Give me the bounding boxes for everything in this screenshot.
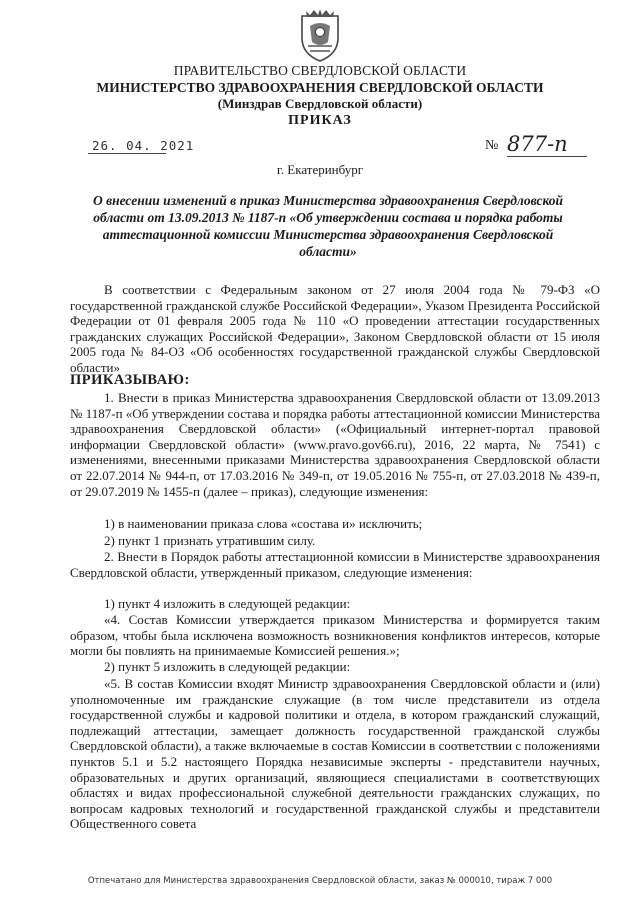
government-heading: ПРАВИТЕЛЬСТВО СВЕРДЛОВСКОЙ ОБЛАСТИ xyxy=(173,63,467,78)
ministry-heading: МИНИСТЕРСТВО ЗДРАВООХРАНЕНИЯ СВЕРДЛОВСКОЙ ОБЛАСТИ xyxy=(96,80,544,95)
document-type: ПРИКАЗ xyxy=(288,113,352,128)
order-word: ПРИКАЗЫВАЮ: xyxy=(70,372,190,388)
order-number: 877-п xyxy=(507,132,568,156)
paragraph-2-2: 2) пункт 5 изложить в следующей редакции: xyxy=(104,659,351,674)
document-title: О внесении изменений в приказ Министерства здравоохранения Свердловской области от 13.09.2013 № 1187-п «Об утверждении состава и порядка работы аттестационной комиссии Министерства здравоохранения Свердловской области» xyxy=(92,193,564,259)
order-number-block xyxy=(485,132,568,156)
paragraph-2-1: 1) пункт 4 изложить в следующей редакции: xyxy=(104,596,351,611)
date-underline xyxy=(88,153,166,154)
paragraph-1-1: 1) в наименовании приказа слова «состава и» исключить; xyxy=(104,516,423,531)
paragraph-2-2-text: «5. В состав Комиссии входят Министр здравоохранения Свердловской области и (или) уполномоченные им гражданские служащие (в том числе представители из отдела государственной службы и кадровой политики и отдела, в котором гражданский служащий, подлежащий аттестации, замещает должность государственной гражданской службы Свердловской области), а также включаемые в состав Комиссии в соответствии с положениями пунктов 5.1 и 5.2 настоящего Порядка независимые эксперты - представители научных, образовательных и других организаций, являющиеся специалистами в соответствующих областях и видах профессиональной служебной деятельности гражданских служащих, по вопросам кадровых технологий и государственной гражданской службы и представители Общественного совета xyxy=(70,676,600,832)
order-date: 26. 04. 2021 xyxy=(92,138,195,153)
ministry-short-name: (Минздрав Свердловской области) xyxy=(217,96,423,111)
paragraph-1: 1. Внести в приказ Министерства здравоохранения Свердловской области от 13.09.2013 № 1187-п «Об утверждении состава и порядка работы аттестационной комиссии Министерства здравоохранения Свердловской области» («Официальный интернет-портал правовой информации Свердловской области» (www.pravo.gov66.ru), 2016, 22 марта, № 7541) с изменениями, внесенными приказами Министерства здравоохранения Свердловской области от 22.07.2014 № 944-п, от 17.03.2016 № 349-п, от 19.05.2016 № 755-п, от 27.03.2018 № 439-п, от 29.07.2019 № 1455-п (далее – приказ), следующие изменения: xyxy=(70,390,600,499)
preamble-paragraph: В соответствии с Федеральным законом от 27 июля 2004 года № 79-ФЗ «О государственной гражданской службе Российской Федерации», Указом Президента Российской Федерации от 01 февраля 2005 года № 110 «О проведении аттестации государственных гражданских служащих Российской Федерации», Законом Свердловской области от 15 июля 2005 года № 84-ОЗ «Об особенностях государственной гражданской службы Свердловской области» xyxy=(70,282,600,375)
paragraph-2-1-text: «4. Состав Комиссии утверждается приказом Министерства и формируется таким образом, чтобы была исключена возможность возникновения конфликтов интересов, которые могли бы повлиять на принимаемые Комиссией решения.»; xyxy=(70,612,600,659)
paragraph-1-2: 2) пункт 1 признать утратившим силу. xyxy=(104,533,316,548)
coat-of-arms-icon xyxy=(296,8,344,64)
print-footer: Отпечатано для Министерства здравоохранения Свердловской области, заказ № 000010, тираж 7 000 xyxy=(87,876,553,886)
number-underline xyxy=(507,156,587,157)
paragraph-2: 2. Внести в Порядок работы аттестационной комиссии в Министерстве здравоохранения Свердловской области, утвержденный приказом, следующие изменения: xyxy=(70,549,600,580)
city: г. Екатеринбург xyxy=(276,162,364,177)
number-label: № xyxy=(485,138,499,153)
